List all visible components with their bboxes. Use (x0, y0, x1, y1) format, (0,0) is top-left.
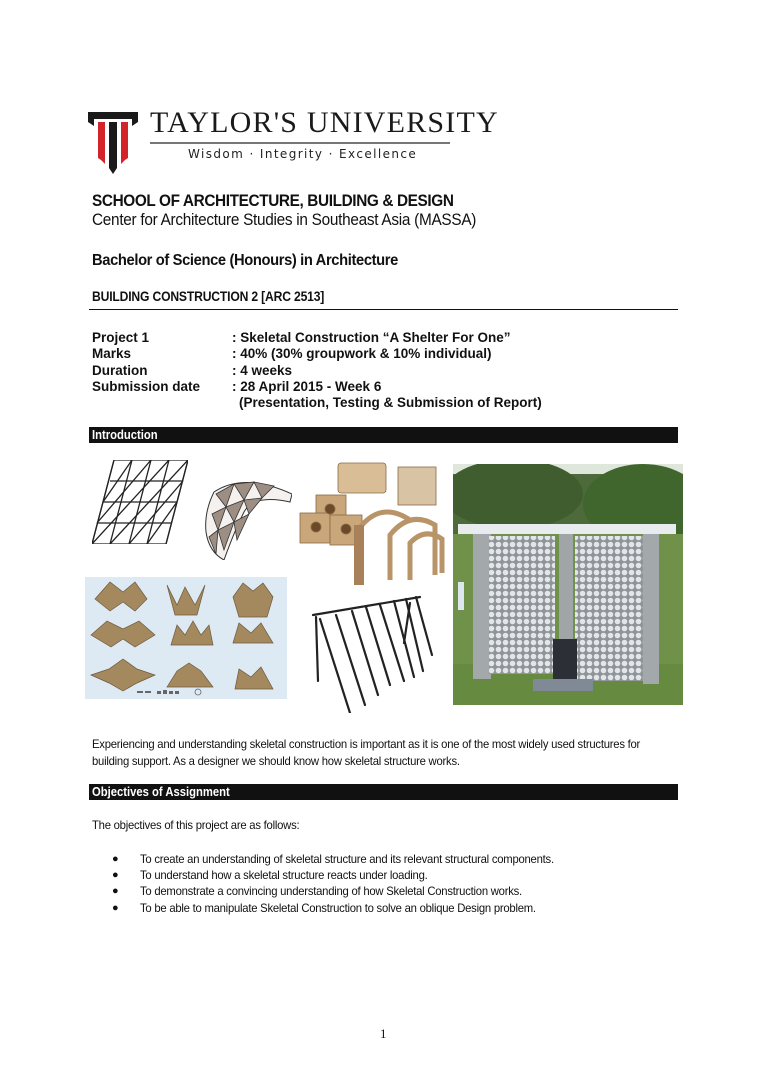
project-info-row (92, 346, 542, 362)
degree-title: Bachelor of Science (Honours) in Architecture (92, 252, 398, 269)
university-logo (88, 106, 499, 176)
project-info-row (92, 363, 542, 379)
can-shelter-photo (453, 464, 683, 705)
objective-text: To create an understanding of skeletal structure and its relevant structural components. (140, 852, 554, 866)
introduction-text: Experiencing and understanding skeletal construction is important as it is one of the most widely used structures for building support. As a designer we should know how skeletal structure works. (92, 737, 641, 768)
curved-triangulated-shell (204, 472, 292, 560)
list-item (112, 851, 580, 867)
center-name: Center for Architecture Studies in Southeast Asia (MASSA) (92, 211, 477, 229)
bullet-icon: ● (112, 885, 119, 898)
triangular-grid-diagram (92, 460, 188, 544)
info-value: : 40% (30% groupwork & 10% individual) (232, 346, 492, 362)
bullet-icon: ● (112, 901, 119, 914)
school-name: SCHOOL OF ARCHITECTURE, BUILDING & DESIGN (92, 192, 454, 210)
objectives-list (112, 851, 580, 916)
logo-tagline: Wisdom · Integrity · Excellence (188, 147, 418, 161)
objective-text: To demonstrate a convincing understanding of how Skeletal Construction works. (140, 884, 522, 899)
origami-roof-variations (85, 577, 287, 699)
section-title: Introduction (92, 428, 158, 442)
project-info-row (92, 379, 542, 395)
info-label: Submission date (92, 378, 201, 394)
wooden-arch-models (290, 455, 450, 585)
section-header-introduction (89, 427, 678, 443)
objective-text: To understand how a skeletal structure reacts under loading. (140, 868, 428, 883)
list-item (112, 867, 580, 883)
info-value: : 4 weeks (232, 362, 293, 378)
project-info (92, 330, 542, 411)
logo-title: TAYLOR'S UNIVERSITY (150, 106, 499, 139)
info-continuation: (Presentation, Testing & Submission of Report) (239, 395, 542, 411)
section-title: Objectives of Assignment (92, 785, 230, 799)
bullet-icon: ● (112, 853, 119, 865)
page-number: 1 (380, 1026, 387, 1041)
bullet-icon: ● (112, 869, 119, 882)
info-label: Project 1 (92, 330, 150, 345)
info-label: Marks (92, 346, 132, 362)
course-title: BUILDING CONSTRUCTION 2 [ARC 2513] (92, 289, 325, 304)
list-item (112, 883, 580, 899)
info-value: : 28 April 2015 - Week 6 (232, 378, 382, 394)
info-value: : Skeletal Construction “A Shelter For One” (232, 330, 511, 345)
taylors-pillar-logo-icon (88, 112, 138, 174)
course-divider (89, 309, 678, 310)
logo-divider (150, 142, 450, 144)
section-header-objectives (89, 784, 678, 800)
objective-text: To be able to manipulate Skeletal Construction to solve an oblique Design problem. (140, 900, 536, 915)
info-label: Duration (92, 362, 148, 378)
list-item (112, 900, 580, 916)
stick-frame-sketch (310, 585, 435, 713)
objectives-intro: The objectives of this project are as follows: (92, 818, 300, 832)
project-info-row (92, 330, 542, 346)
